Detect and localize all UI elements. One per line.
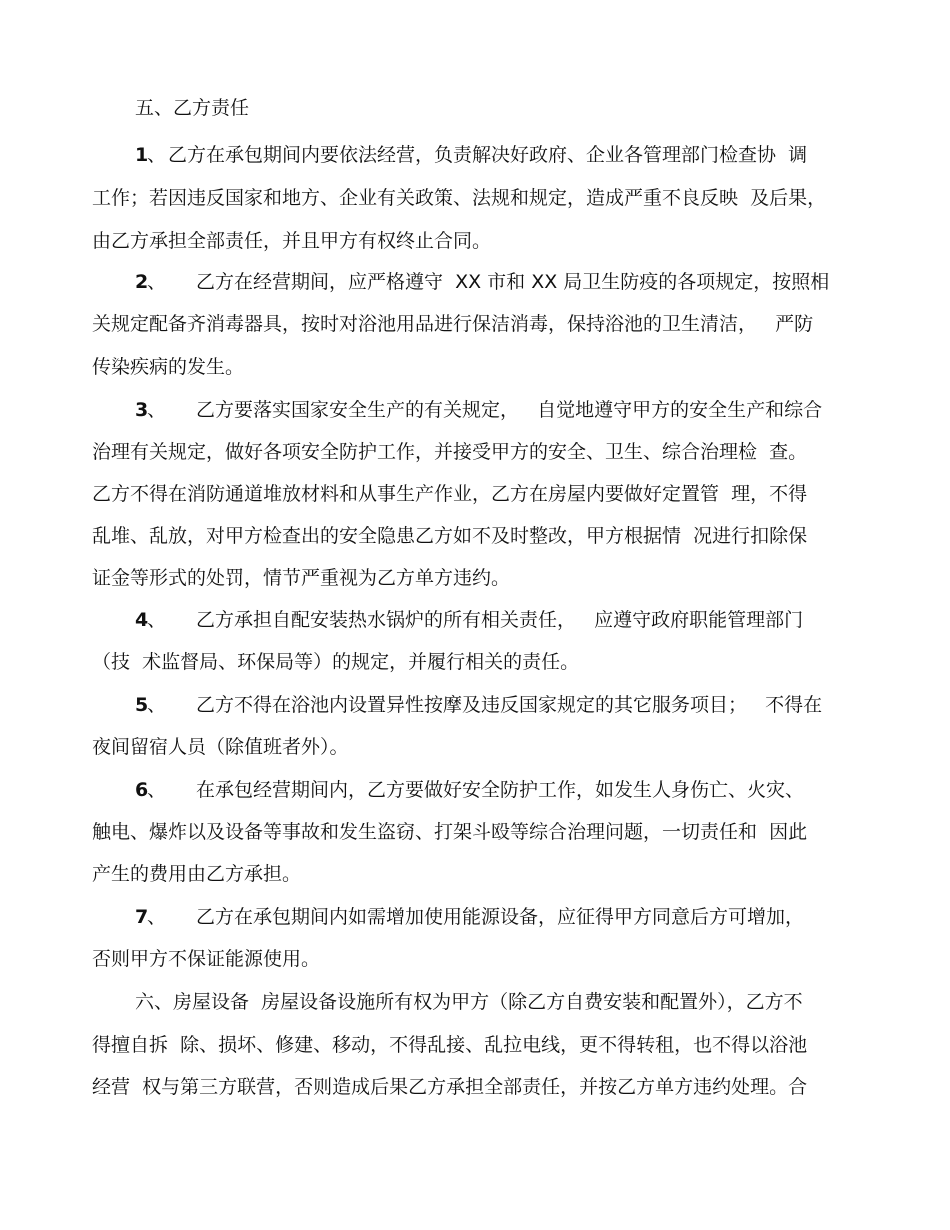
clause-separator: 、 bbox=[147, 399, 167, 421]
clause-line: 夜间留宿人员（除值班者外）。 bbox=[92, 736, 349, 758]
clause-separator: 、 bbox=[147, 779, 167, 801]
clause-line: 由乙方承担全部责任，并且甲方有权终止合同。 bbox=[92, 230, 492, 252]
clause-line: 乙方在承包期间内要依法经营，负责解决好政府、企业各管理部门检查协 调 bbox=[168, 144, 808, 166]
clause-line: 产生的费用由乙方承担。 bbox=[92, 863, 302, 885]
clause-separator: 、 bbox=[147, 271, 167, 293]
clause-line: 乙方要落实国家安全生产的有关规定， 自觉地遵守甲方的安全生产和综合 bbox=[196, 399, 823, 421]
clause-number: 4 bbox=[135, 609, 149, 631]
clause-number: 2 bbox=[135, 271, 149, 293]
clause-line: 乙方在经营期间，应严格遵守 XX 市和 XX 局卫生防疫的各项规定，按照相 bbox=[196, 271, 830, 293]
clause-line: 乱堆、乱放，对甲方检查出的安全隐患乙方如不及时整改，甲方根据情 况进行扣除保 bbox=[92, 525, 808, 547]
clause-separator: 、 bbox=[147, 144, 167, 166]
clause-number: 1 bbox=[135, 144, 149, 166]
clause-number: 7 bbox=[135, 906, 149, 928]
clause-line: 传染疾病的发生。 bbox=[92, 356, 245, 378]
clause-line: 在承包经营期间内，乙方要做好安全防护工作，如发生人身伤亡、火灾、 bbox=[196, 779, 805, 801]
clause-line: 乙方不得在浴池内设置异性按摩及违反国家规定的其它服务项目； 不得在 bbox=[196, 694, 823, 716]
section-line: 得擅自拆 除、损坏、修建、移动，不得乱接、乱拉电线，更不得转租，也不得以浴池 bbox=[92, 1034, 808, 1056]
clause-line: 治理有关规定，做好各项安全防护工作，并接受甲方的安全、卫生、综合治理检 查。 bbox=[92, 441, 808, 463]
clause-number: 3 bbox=[135, 399, 149, 421]
clause-line: 乙方承担自配安装热水锅炉的所有相关责任， 应遵守政府职能管理部门 bbox=[196, 609, 804, 631]
clause-line: 工作；若因违反国家和地方、企业有关政策、法规和规定，造成严重不良反映 及后果， bbox=[92, 187, 827, 209]
clause-line: （技 术监督局、环保局等）的规定，并履行相关的责任。 bbox=[92, 651, 580, 673]
clause-line: 关规定配备齐消毒器具，按时对浴池用品进行保洁消毒，保持浴池的卫生清洁， 严防 bbox=[92, 313, 814, 335]
clause-line: 乙方不得在消防通道堆放材料和从事生产作业，乙方在房屋内要做好定置管 理，不得 bbox=[92, 483, 808, 505]
clause-line: 触电、爆炸以及设备等事故和发生盗窃、打架斗殴等综合治理问题，一切责任和 因此 bbox=[92, 821, 808, 843]
clause-separator: 、 bbox=[147, 609, 167, 631]
clause-line: 否则甲方不保证能源使用。 bbox=[92, 948, 321, 970]
clause-separator: 、 bbox=[147, 906, 167, 928]
clause-line: 乙方在承包期间内如需增加使用能源设备，应征得甲方同意后方可增加， bbox=[196, 906, 805, 928]
clause-number: 6 bbox=[135, 779, 149, 801]
clause-number: 5 bbox=[135, 694, 149, 716]
clause-line: 证金等形式的处罚，情节严重视为乙方单方违约。 bbox=[92, 567, 511, 589]
section-heading: 五、乙方责任 bbox=[135, 97, 250, 119]
section-line: 经营 权与第三方联营，否则造成后果乙方承担全部责任，并按乙方单方违约处理。合 bbox=[92, 1076, 808, 1098]
section-line: 六、房屋设备 房屋设备设施所有权为甲方（除乙方自费安装和配置外），乙方不 bbox=[135, 991, 803, 1013]
clause-separator: 、 bbox=[147, 694, 167, 716]
